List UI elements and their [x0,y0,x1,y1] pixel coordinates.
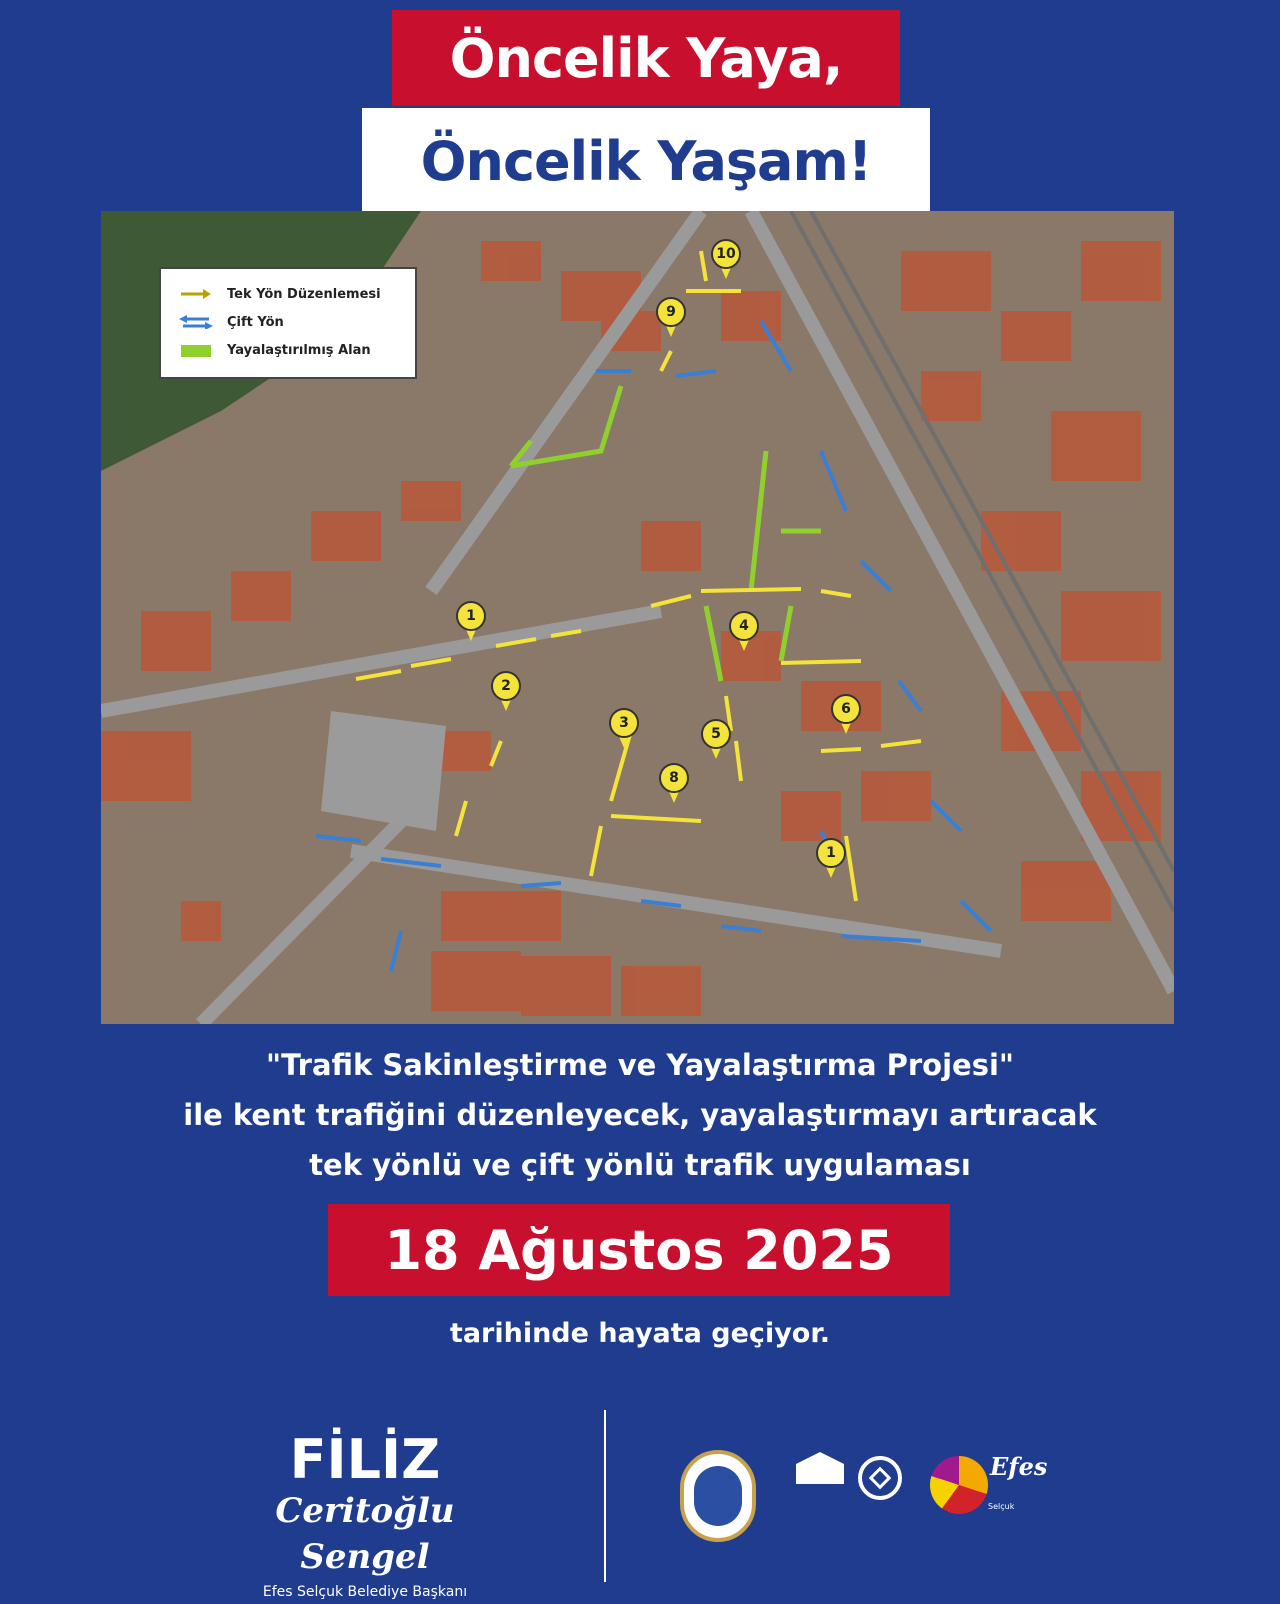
arrow-right-icon [179,288,213,302]
map-marker: 10 [711,239,741,279]
map-marker: 9 [656,297,686,337]
map-marker: 1 [456,601,486,641]
municipality-seal-icon [680,1450,756,1542]
double-arrow-icon [179,316,213,330]
legend-two-way-label: Çift Yön [227,315,284,330]
description-line3: tek yönlü ve çift yönlü trafik uygulaması [309,1148,971,1182]
world-heritage-icon [858,1456,902,1500]
map-marker: 4 [729,611,759,651]
legend-one-way [179,287,381,302]
map-marker: 3 [609,708,639,748]
mayor-signature [210,1428,520,1604]
efes-logo-subtext: Selçuk [988,1502,1015,1511]
legend-pedestrian-label: Yayalaştırılmış Alan [227,343,371,358]
map-marker: 8 [659,763,689,803]
aerial-map [101,211,1174,1024]
description-line2: ile kent trafiğini düzenleyecek, yayalaştırmayı artıracak [183,1098,1097,1132]
unesco-logo-icon [788,1452,852,1532]
map-legend [159,267,417,379]
mayor-title: Efes Selçuk Belediye Başkanı [262,1584,468,1600]
efes-logo-text: Efes [990,1452,1048,1481]
launch-date: 18 Ağustos 2025 [328,1204,950,1296]
efes-logo-icon [930,1456,988,1514]
legend-two-way [179,315,284,330]
legend-pedestrian [179,343,371,358]
map-marker: 5 [701,719,731,759]
footer-divider [604,1410,606,1582]
launch-date-caption: tarihinde hayata geçiyor. [449,1318,831,1349]
project-description [0,1040,1280,1190]
description-line1: "Trafik Sakinleştirme ve Yayalaştırma Projesi" [265,1048,1015,1082]
mayor-last-name: Ceritoğlu Sengel [275,1491,455,1577]
legend-one-way-label: Tek Yön Düzenlemesi [227,287,381,302]
green-swatch-icon [181,345,211,357]
headline-line2: Öncelik Yaşam! [362,108,930,214]
map-marker: 1 [816,838,846,878]
map-marker: 6 [831,694,861,734]
headline-line1: Öncelik Yaya, [392,10,900,106]
mayor-first-name: FİLİZ [289,1428,441,1491]
map-marker: 2 [491,671,521,711]
